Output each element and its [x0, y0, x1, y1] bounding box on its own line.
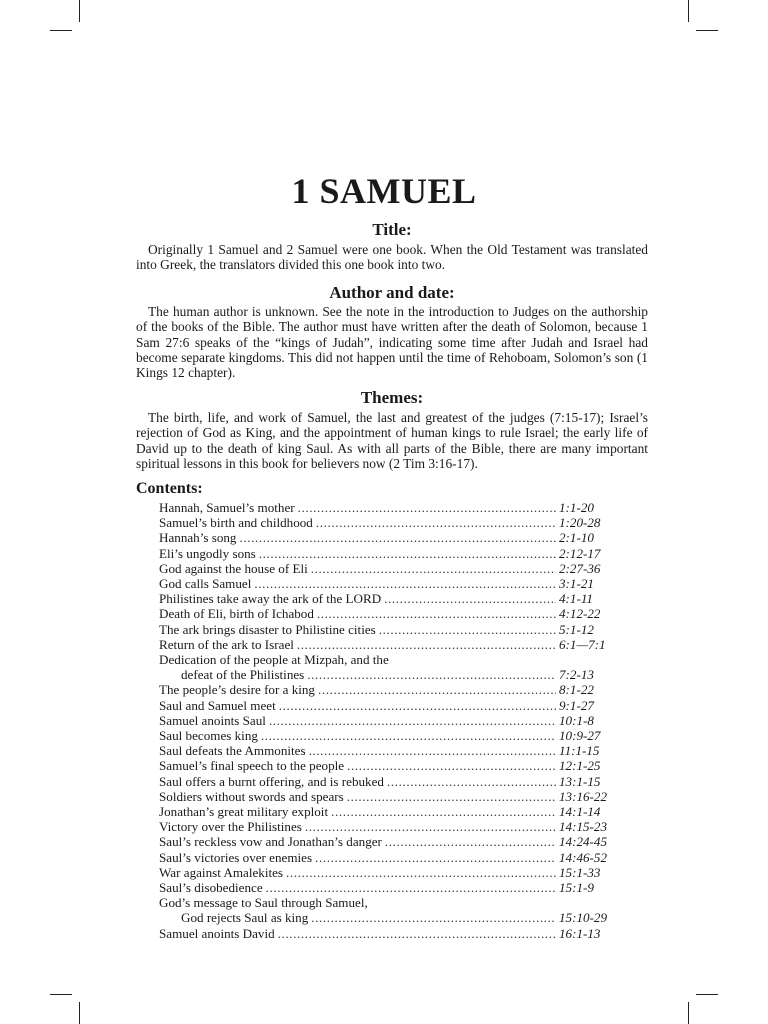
contents-item-title: Saul’s disobedience	[159, 880, 263, 896]
dot-leader	[379, 622, 556, 637]
dot-leader	[279, 698, 556, 713]
contents-item-reference: 1:1-20	[559, 500, 594, 515]
contents-item-reference: 10:9-27	[559, 728, 601, 744]
themes-heading: Themes:	[360, 388, 424, 407]
title-heading: Title:	[372, 220, 412, 239]
dot-leader	[385, 834, 556, 849]
author-heading: Author and date:	[329, 283, 455, 302]
contents-item	[159, 774, 629, 789]
book-title: 1 SAMUEL	[291, 171, 477, 211]
contents-item-reference: 15:1-9	[559, 880, 594, 896]
contents-item-reference: 15:10-29	[559, 910, 608, 926]
dot-leader	[347, 789, 556, 804]
contents-item-reference: 13:16-22	[559, 788, 608, 804]
dot-leader	[309, 743, 556, 758]
contents-item	[159, 606, 629, 621]
dot-leader	[286, 865, 556, 880]
contents-item-title: Samuel’s birth and childhood	[159, 515, 313, 531]
dot-leader	[266, 880, 556, 895]
dot-leader	[317, 606, 556, 621]
contents-item-reference: 12:1-25	[559, 758, 601, 774]
crop-mark-top-left-h	[50, 30, 72, 31]
dot-leader	[311, 561, 556, 576]
crop-mark-bottom-right	[688, 1002, 689, 1024]
contents-item-title: Hannah’s song	[159, 530, 237, 546]
crop-mark-top-right-h	[696, 30, 718, 31]
contents-item-title: The ark brings disaster to Philistine cities	[159, 621, 376, 637]
contents-item-title: Saul’s victories over enemies	[159, 849, 313, 865]
dot-leader	[261, 728, 556, 743]
crop-mark-bottom-right-h	[696, 994, 718, 995]
contents-item	[159, 530, 629, 545]
crop-mark-bottom-left	[79, 1002, 80, 1024]
dot-leader	[278, 926, 556, 941]
themes-paragraph: The birth, life, and work of Samuel, the last and greatest of the judges (7:15-17); Israel’s rejection of God as King, and the appointment of human kings to rule Israel; the early life of David up to the death of king Saul. As with all parts of the Bible, there are many important spiritual lessons in this book for believers now (2 Tim 3:16-17).	[136, 410, 648, 471]
contents-item-reference: 10:1-8	[559, 712, 594, 728]
contents-item	[159, 834, 629, 849]
contents-list	[159, 500, 629, 941]
dot-leader	[259, 546, 556, 561]
contents-item-reference: 15:1-33	[559, 864, 601, 880]
contents-item-reference: 14:46-52	[559, 849, 608, 865]
contents-item-title: Death of Eli, birth of Ichabod	[159, 606, 314, 622]
contents-item-title: Saul offers a burnt offering, and is rebuked	[159, 773, 384, 789]
contents-item	[159, 789, 629, 804]
contents-item-title: Jonathan’s great military exploit	[159, 804, 329, 820]
contents-item	[159, 515, 629, 530]
contents-item-title: Philistines take away the ark of the LORD	[159, 591, 382, 607]
dot-leader	[298, 500, 556, 515]
contents-item-title: God against the house of Eli	[159, 560, 308, 576]
contents-item-reference: 8:1-22	[559, 682, 594, 698]
dot-leader	[347, 758, 556, 773]
dot-leader	[331, 804, 556, 819]
dot-leader	[387, 774, 556, 789]
dot-leader	[307, 667, 556, 682]
crop-mark-top-right	[688, 0, 689, 22]
contents-item	[159, 622, 629, 637]
contents-item-reference: 14:24-45	[559, 834, 608, 850]
contents-item-title: God calls Samuel	[159, 576, 252, 592]
contents-item	[159, 561, 629, 576]
dot-leader	[384, 591, 556, 606]
contents-item	[159, 546, 629, 561]
title-paragraph: Originally 1 Samuel and 2 Samuel were one book. When the Old Testament was translated into Greek, the translators divided this one book into two.	[136, 242, 648, 273]
dot-leader	[311, 910, 556, 925]
dot-leader	[239, 530, 556, 545]
contents-item	[159, 895, 629, 925]
contents-item-title: Dedication of the people at Mizpah, and the	[159, 652, 389, 668]
contents-item-title: God’s message to Saul through Samuel,	[159, 895, 368, 911]
contents-item-title: Samuel anoints Saul	[159, 712, 266, 728]
contents-item-title: Samuel anoints David	[159, 925, 275, 941]
contents-item-reference: 1:20-28	[559, 515, 601, 531]
contents-item-title-continued: defeat of the Philistines	[181, 667, 305, 683]
contents-item	[159, 926, 629, 941]
crop-mark-bottom-left-h	[50, 994, 72, 995]
contents-item-title: Hannah, Samuel’s mother	[159, 500, 295, 515]
contents-item	[159, 713, 629, 728]
crop-mark-top-left	[79, 0, 80, 22]
contents-item	[159, 500, 629, 515]
contents-item	[159, 682, 629, 697]
contents-item-title: Return of the ark to Israel	[159, 636, 294, 652]
contents-item-reference: 2:12-17	[559, 545, 601, 561]
contents-item	[159, 819, 629, 834]
contents-item-title: Victory over the Philistines	[159, 819, 302, 835]
contents-item-reference: 2:27-36	[559, 560, 601, 576]
contents-item	[159, 698, 629, 713]
contents-item	[159, 804, 629, 819]
contents-item	[159, 850, 629, 865]
contents-item	[159, 758, 629, 773]
contents-item-title: Saul becomes king	[159, 728, 258, 744]
contents-item-title: Saul and Samuel meet	[159, 697, 276, 713]
contents-item-reference: 11:1-15	[559, 743, 600, 759]
contents-item-reference: 9:1-27	[559, 697, 594, 713]
contents-heading: Contents:	[136, 480, 203, 497]
dot-leader	[316, 515, 556, 530]
contents-item-reference: 14:1-14	[559, 804, 601, 820]
contents-item-reference: 3:1-21	[559, 576, 594, 592]
contents-item-reference: 14:15-23	[559, 819, 608, 835]
dot-leader	[305, 819, 556, 834]
contents-item	[159, 591, 629, 606]
contents-item-title: Samuel’s final speech to the people	[159, 758, 345, 774]
contents-item-title-continued: God rejects Saul as king	[181, 910, 309, 926]
contents-item-title: The people’s desire for a king	[159, 682, 315, 698]
author-paragraph: The human author is unknown. See the note in the introduction to Judges on the authorship of the books of the Bible. The author must have written after the death of Solomon, because 1 Sam 27:6 speaks of the “kings of Judah”, indicating some time after Judah and Israel had become separate kingdoms. This did not happen until the time of Rehoboam, Solomon’s son (1 Kings 12 chapter).	[136, 304, 648, 381]
dot-leader	[254, 576, 556, 591]
contents-item-reference: 4:1-11	[559, 591, 593, 607]
contents-item	[159, 880, 629, 895]
contents-item-reference: 6:1—7:1	[559, 636, 606, 652]
dot-leader	[297, 637, 556, 652]
contents-item	[159, 652, 629, 682]
contents-item-title: Saul defeats the Ammonites	[159, 743, 306, 759]
contents-item-reference: 4:12-22	[559, 606, 601, 622]
contents-item	[159, 743, 629, 758]
contents-item-reference: 5:1-12	[559, 621, 594, 637]
contents-item-reference: 16:1-13	[559, 925, 601, 941]
contents-item-title: Saul’s reckless vow and Jonathan’s danger	[159, 834, 382, 850]
contents-item-reference: 2:1-10	[559, 530, 594, 546]
contents-item	[159, 637, 629, 652]
dot-leader	[315, 850, 556, 865]
contents-item-reference: 7:2-13	[559, 667, 594, 683]
contents-item	[159, 865, 629, 880]
contents-item-reference: 13:1-15	[559, 773, 601, 789]
contents-item-title: Soldiers without swords and spears	[159, 788, 344, 804]
contents-item	[159, 728, 629, 743]
dot-leader	[269, 713, 556, 728]
contents-item	[159, 576, 629, 591]
dot-leader	[318, 682, 556, 697]
contents-item-title: Eli’s ungodly sons	[159, 545, 256, 561]
contents-item-title: War against Amalekites	[159, 864, 284, 880]
